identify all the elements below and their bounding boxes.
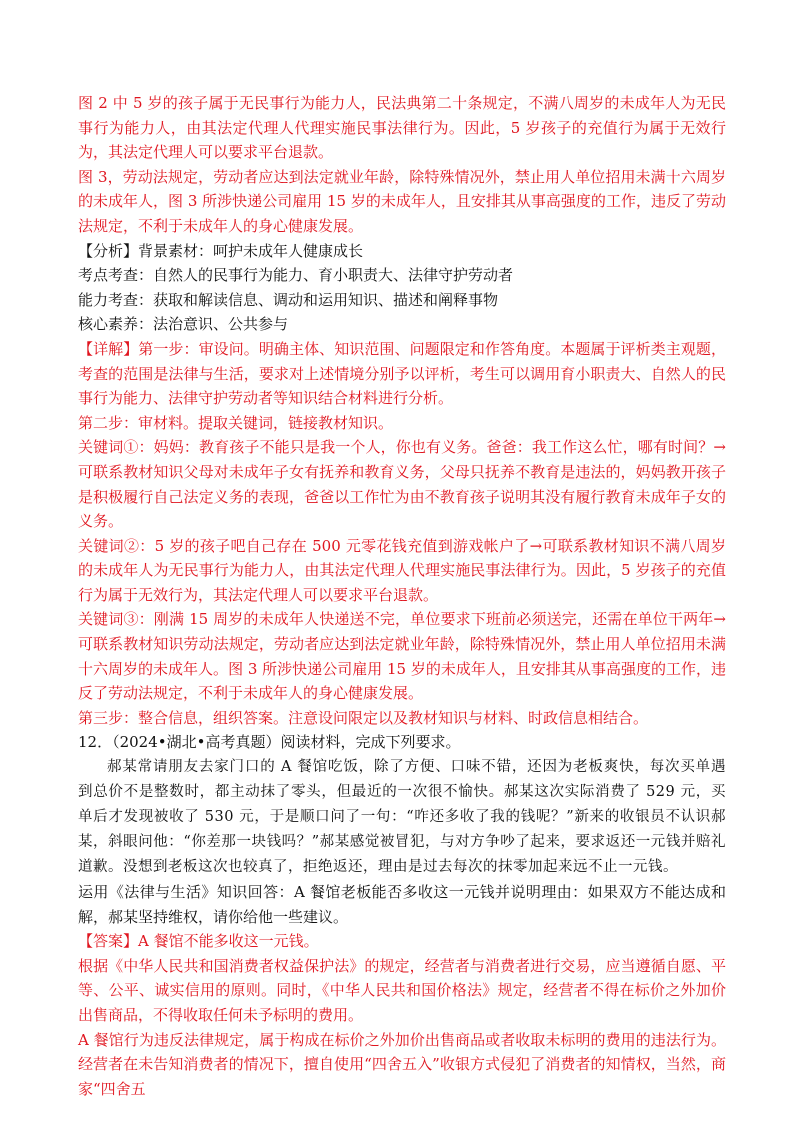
- paragraph: 【分析】背景素材：呵护未成年人健康成长: [78, 241, 364, 260]
- paragraph: 图 3，劳动法规定，劳动者应达到法定就业年龄，除特殊情况外，禁止用人单位招用未满十六周岁的未成年人，图 3 所涉快递公司雇用 15 岁的未成年人，且安排其从事高强度的工作，违反了劳动法规定，不利于未成年人的身心健康发展。: [78, 167, 726, 235]
- paragraph: 【答案】A 餐馆不能多收这一元钱。: [78, 932, 319, 951]
- document-body: [78, 91, 726, 1101]
- paragraph: 核心素养：法治意识、公共参与: [78, 315, 289, 334]
- paragraph: 考点考查：自然人的民事行为能力、育小职责大、法律守护劳动者: [78, 266, 514, 285]
- paragraph: 【详解】第一步：审设问。明确主体、知识范围、问题限定和作答角度。本题属于评析类主观题，考查的范围是法律与生活，要求对上述情境分别予以评析，考生可以调用育小职责大、自然人的民事行为能力、法律守护劳动者等知识结合材料进行分析。: [78, 339, 726, 408]
- paragraph: 第三步：整合信息，组织答案。注意设问限定以及教材知识与材料、时政信息相结合。: [78, 708, 649, 727]
- paragraph: 关键词②：5 岁的孩子吧自己存在 500 元零花钱充值到游戏帐户了→可联系教材知识不满八周岁的未成年人为无民事行为能力人，由其法定代理人代理实施民事法律行为。因此，5 岁孩子的充值行为属于无效行为，其法定代理人可以要求平台退款。: [78, 536, 726, 604]
- material-quote: 郝某常请朋友去家门口的 A 餐馆吃饭，除了方便、口味不错，还因为老板爽快，每次买单遇到总价不是整数时，都主动抹了零头，但最近的一次很不愉快。郝某这次实际消费了 529 元，买单后才发现被收了 530 元，于是顺口问了一句：“咋还多收了我的钱呢？”新来的收银员不认识郝某，斜眼问他：“你差那一块钱吗？”郝某感觉被冒犯，与对方争吵了起来，要求返还一元钱并赔礼道歉。没想到老板这次也较真了，拒绝返还，理由是过去每次的抹零加起来远不止一元钱。: [78, 759, 726, 876]
- paragraph: 关键词①：妈妈：教育孩子不能只是我一个人，你也有义务。爸爸：我工作这么忙，哪有时间？→可联系教材知识父母对未成年子女有抚养和教育义务，父母只抚养不教育是违法的，妈妈教开孩子是积极履行自己法定义务的表现，爸爸以工作忙为由不教育孩子说明其没有履行教育未成年子女的义务。: [78, 438, 726, 531]
- paragraph: 12．（2024•湖北•高考真题）阅读材料，完成下列要求。: [78, 733, 461, 752]
- paragraph: 第二步：审材料。提取关键词，链接教材知识。: [78, 413, 394, 432]
- paragraph: 根据《中华人民共和国消费者权益保护法》的规定，经营者与消费者进行交易，应当遵循自愿、平等、公平、诚实信用的原则。同时，《中华人民共和国价格法》规定，经营者不得在标价之外加价出售商品，不得收取任何未予标明的费用。: [78, 956, 726, 1024]
- paragraph: 关键词③：刚满 15 周岁的未成年人快递送不完，单位要求下班前必须送完，还需在单位干两年→可联系教材知识劳动法规定，劳动者应达到法定就业年龄，除特殊情况外，禁止用人单位招用未满十六周岁的未成年人。图 3 所涉快递公司雇用 15 岁的未成年人，且安排其从事高强度的工作，违反了劳动法规定，不利于未成年人的身心健康发展。: [78, 610, 726, 703]
- paragraph: 运用《法律与生活》知识回答：A 餐馆老板能否多收这一元钱并说明理由：如果双方不能达成和解，郝某坚持维权，请你给他一些建议。: [78, 883, 726, 926]
- paragraph: A 餐馆行为违反法律规定，属于构成在标价之外加价出售商品或者收取未标明的费用的违法行为。经营者在未告知消费者的情况下，擅自使用“四舍五入”收银方式侵犯了消费者的知情权，当然，商家“四舍五: [78, 1030, 726, 1098]
- paragraph: 图 2 中 5 岁的孩子属于无民事行为能力人，民法典第二十条规定，不满八周岁的未成年人为无民事行为能力人，由其法定代理人代理实施民事法律行为。因此，5 岁孩子的充值行为属于无效行为，其法定代理人可以要求平台退款。: [78, 94, 726, 162]
- paragraph: 能力考查：获取和解读信息、调动和运用知识、描述和阐释事物: [78, 290, 499, 309]
